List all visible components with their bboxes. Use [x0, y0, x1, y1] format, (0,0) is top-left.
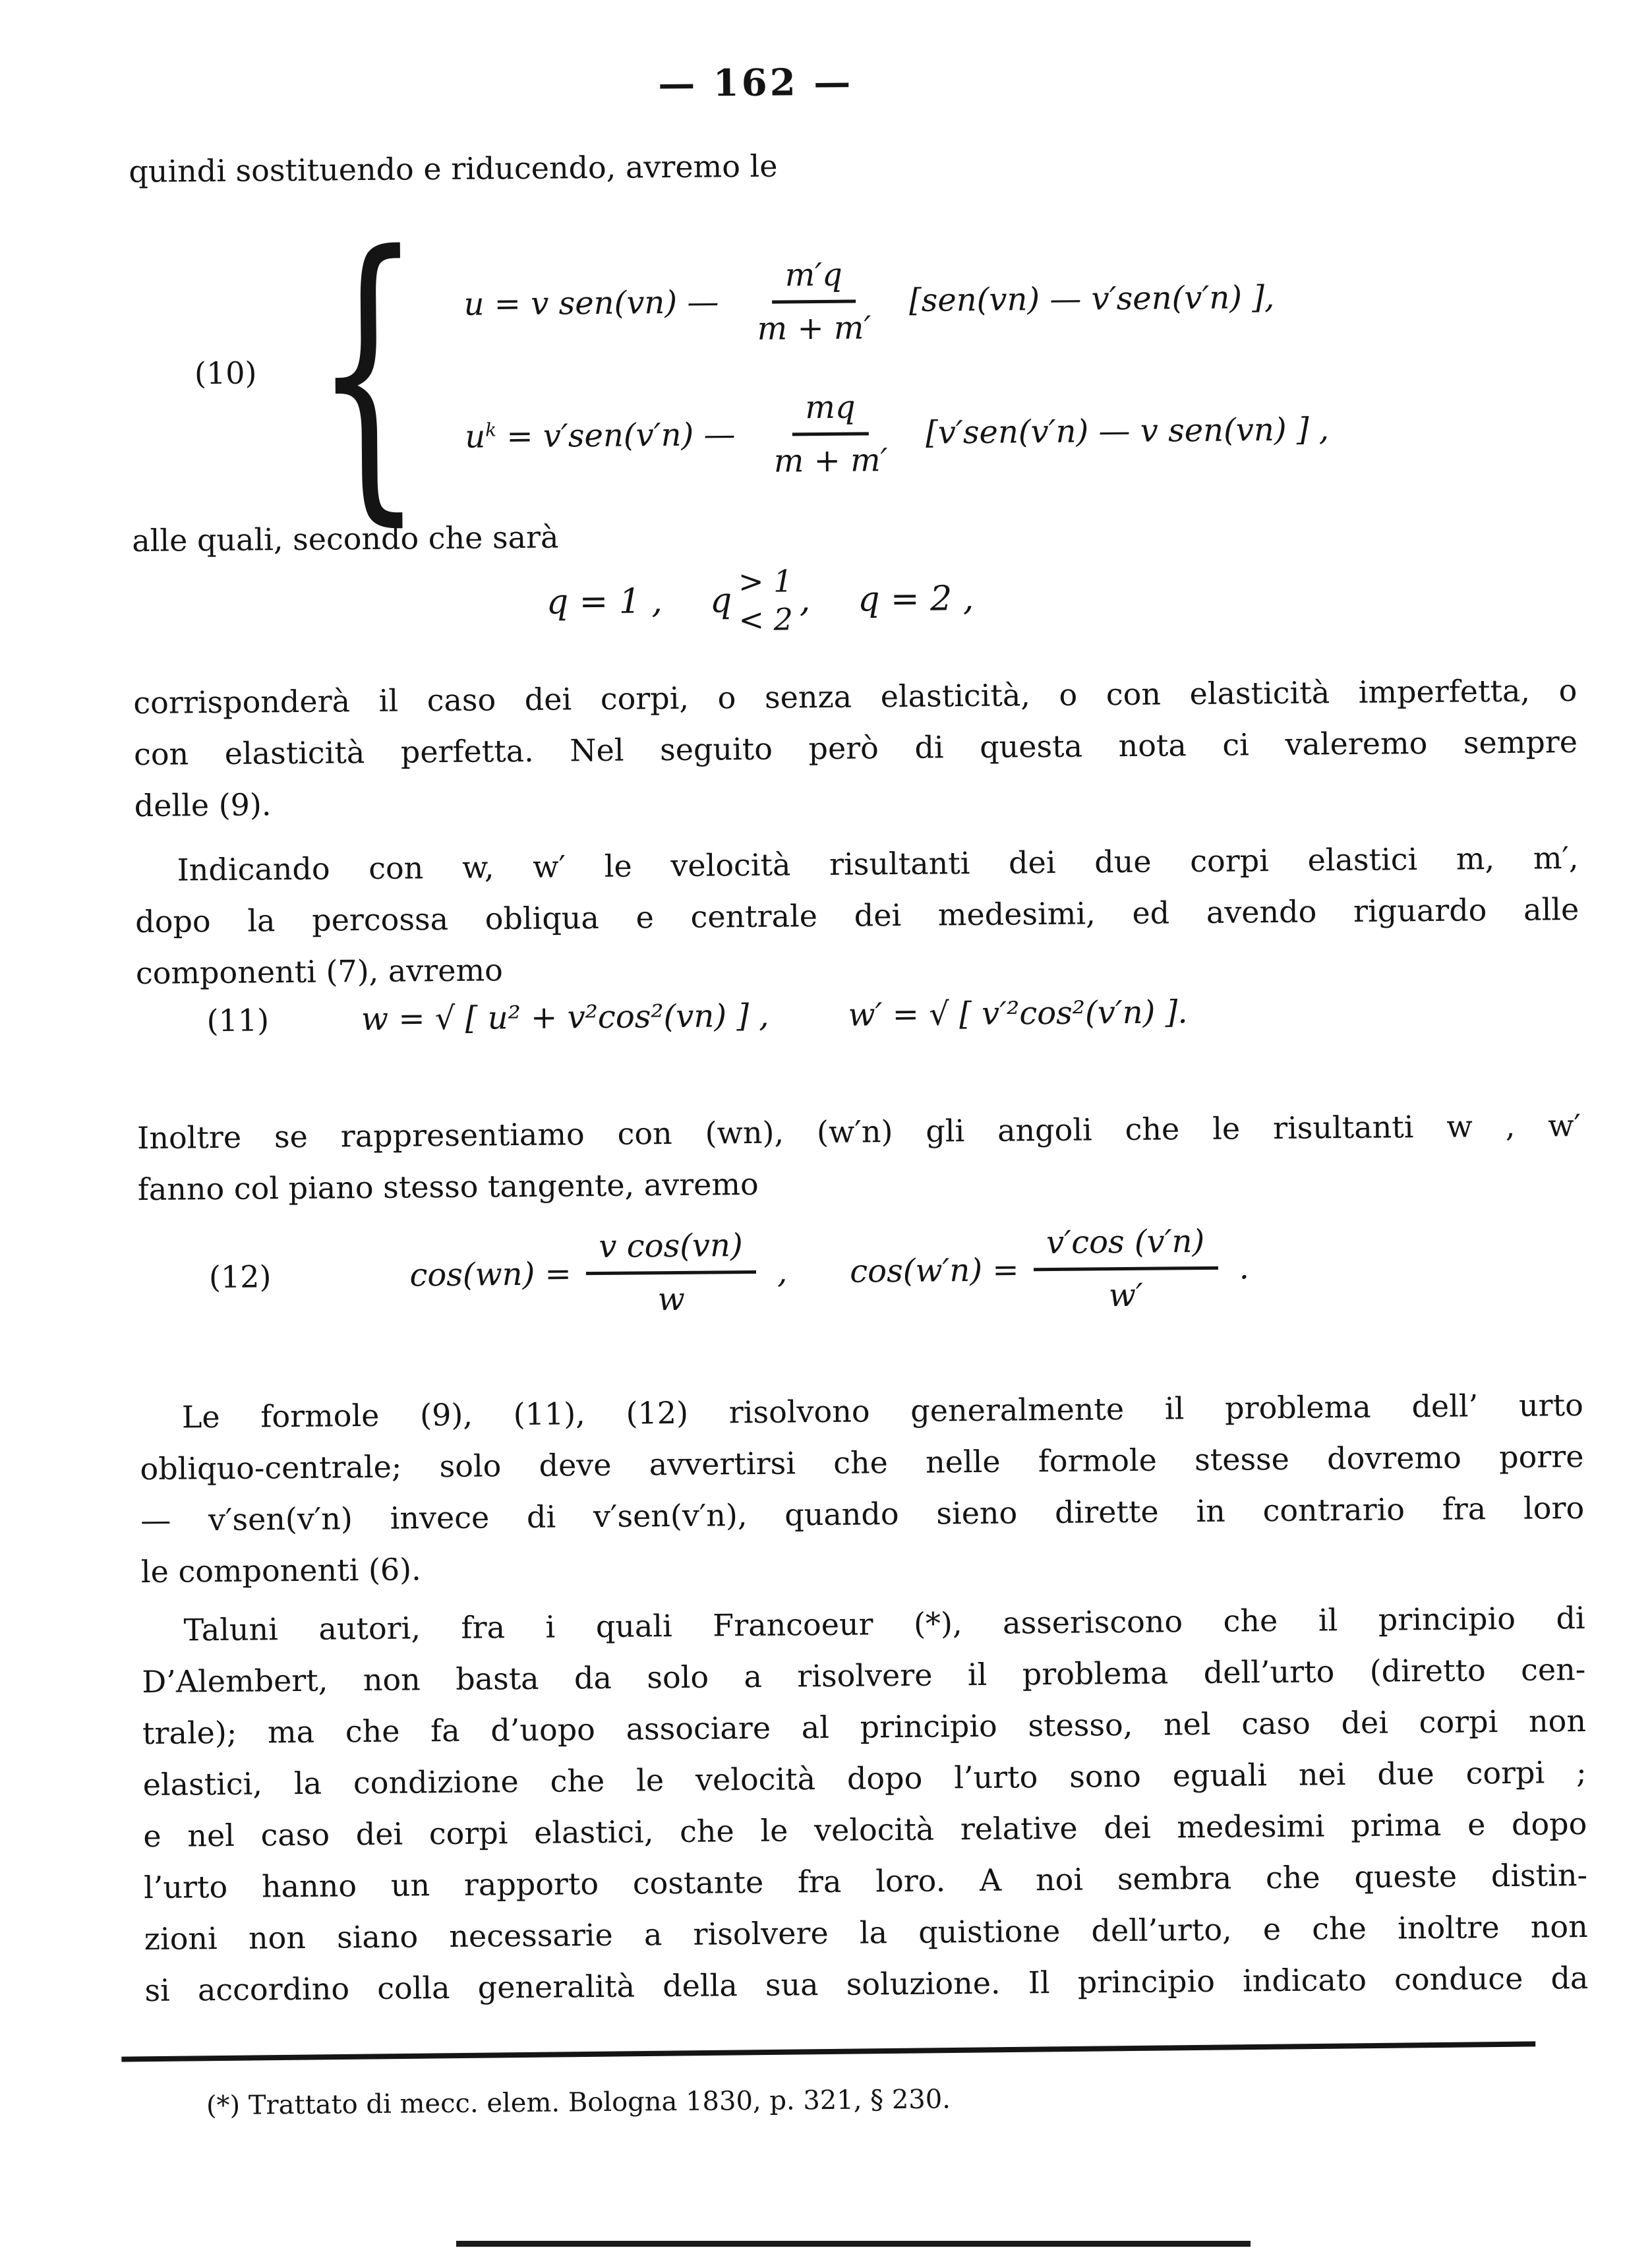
eq10-row2-lead: $u^k = v'sen(v'n)$ — [465, 416, 736, 456]
fraction-numerator: v cos(vn) [585, 1226, 756, 1275]
text-line: si accordino colla generalità della sua soluzione. Il principio indicato conduce da [144, 1959, 1589, 2009]
text-line: le componenti (6). [140, 1551, 421, 1590]
fraction-denominator: m + m′ [757, 309, 871, 347]
fraction-numerator: mq [792, 387, 869, 436]
eq11-second: w′ = √ [ v′²cos²(v′n) ]. [848, 994, 1188, 1034]
text-line: quindi sostituendo e riducendo, avremo le [129, 148, 778, 190]
equation-q-cases [0, 556, 1525, 645]
text-line: e nel caso dei corpi elastici, che le velocità relative dei medesimi prima e dopo [143, 1805, 1587, 1854]
cosine-group [850, 1221, 1250, 1317]
text-line: D’Alembert, non basta da solo a risolvere il problema dell’urto (diretto cen- [142, 1651, 1586, 1700]
eq10-row2-tail: [v′sen(v′n) — v sen(vn) ] , [925, 411, 1330, 452]
text-line: delle (9). [134, 786, 272, 824]
text-line: alle quali, secondo che sarà [132, 519, 559, 559]
equation-12 [208, 1218, 1560, 1323]
scan-artifact-bar [456, 2241, 1251, 2247]
fraction [760, 386, 901, 481]
paragraph [140, 1379, 1585, 1597]
q-equals-1: q = 1 , [546, 581, 663, 622]
equation-brace: { [312, 190, 425, 552]
text-line: Indicando con w, w′ le velocità risultanti dei due corpi elastici m, m′, [177, 840, 1579, 888]
eq11-first: w = √ [ u² + v²cos²(vn) ] , [361, 997, 769, 1038]
fraction-denominator: m + m′ [773, 441, 888, 480]
q-between-group [709, 562, 810, 639]
paragraph [129, 133, 1573, 197]
eq12-first-lhs: cos(wn) = [409, 1255, 572, 1294]
text-line: — v′sen(v′n) invece di v′sen(v′n), quando sieno dirette in contrario fra loro [140, 1489, 1585, 1539]
footnote-rule [121, 2041, 1535, 2061]
footnote: (*) Trattato di mecc. elem. Bologna 1830, p. 321, § 230. [206, 2084, 951, 2121]
fraction [585, 1226, 757, 1320]
equation-row [463, 251, 1328, 351]
comma: , [799, 580, 811, 620]
superscript: k [485, 419, 497, 441]
text-line: zioni non siano necessarie a risolvere la quistione dell’urto, e che inoltre non [144, 1908, 1588, 1957]
text-line: trale); ma che fa d’uopo associare al principio stesso, nel caso dei corpi non [142, 1702, 1587, 1752]
text-line: obliquo-centrale; solo deve avvertirsi che nelle formole stesse dovremo porre [140, 1438, 1584, 1487]
text-line: Le formole (9), (11), (12) risolvono generalmente il problema dell’ urto [181, 1386, 1584, 1435]
eq12-second-lhs: cos(w′n) = [850, 1251, 1019, 1290]
equation-label: (11) [206, 1002, 270, 1039]
inequality-stack [738, 562, 793, 639]
text-line: fanno col piano stesso tangente, avremo [137, 1166, 759, 1208]
equation-11 [206, 990, 1558, 1039]
fraction [744, 254, 885, 349]
text-line: elastici, la condizione che le velocità dopo l’urto sono eguali nei due corpi ; [142, 1754, 1587, 1803]
paragraph [133, 665, 1578, 831]
text-line: Inoltre se rappresentiamo con (wn), (w′n) gli angoli che le risultanti w , w′ [136, 1108, 1581, 1156]
fraction-numerator: m′q [771, 254, 856, 303]
text-line: l’urto hanno un rapporto costante fra loro. A noi sembra che queste distin- [143, 1856, 1588, 1906]
text-line: dopo la percossa obliqua e centrale dei medesimi, ed avendo riguardo alle [135, 891, 1579, 940]
cosine-group [409, 1226, 788, 1322]
paragraph [134, 832, 1579, 999]
period: . [1239, 1249, 1250, 1287]
inequality-bottom: < 2 [738, 601, 794, 638]
equation-row [465, 383, 1330, 483]
fraction-numerator: v′cos (v′n) [1033, 1222, 1218, 1271]
q-symbol: q [709, 581, 732, 621]
fraction [1033, 1222, 1218, 1316]
text-line: corrisponderà il caso dei corpi, o senza elasticità, o con elasticità imperfetta, o [133, 672, 1578, 721]
page-number: — 162 — [657, 60, 854, 106]
text-line: Taluni autori, fra i quali Francoeur (*), asseriscono che il principio di [183, 1599, 1585, 1648]
eq10-row1-tail: [sen(vn) — v′sen(v′n) ], [908, 279, 1275, 319]
paragraph [137, 1100, 1581, 1215]
q-equals-2: q = 2 , [857, 579, 974, 620]
fraction-denominator: w [657, 1280, 686, 1319]
comma: , [777, 1253, 788, 1291]
equation-label: (10) [194, 354, 257, 391]
eq10-row1-lead: u = v sen(vn) — [463, 283, 719, 323]
fraction-denominator: w′ [1108, 1276, 1144, 1315]
paragraph [141, 1592, 1588, 2016]
text-line: con elasticità perfetta. Nel seguito però di questa nota ci valeremo sempre [133, 724, 1578, 773]
text-line: componenti (7), avremo [135, 952, 504, 992]
equation-label: (12) [208, 1258, 272, 1295]
equation-rows [463, 251, 1330, 483]
inequality-top: > 1 [738, 563, 793, 600]
